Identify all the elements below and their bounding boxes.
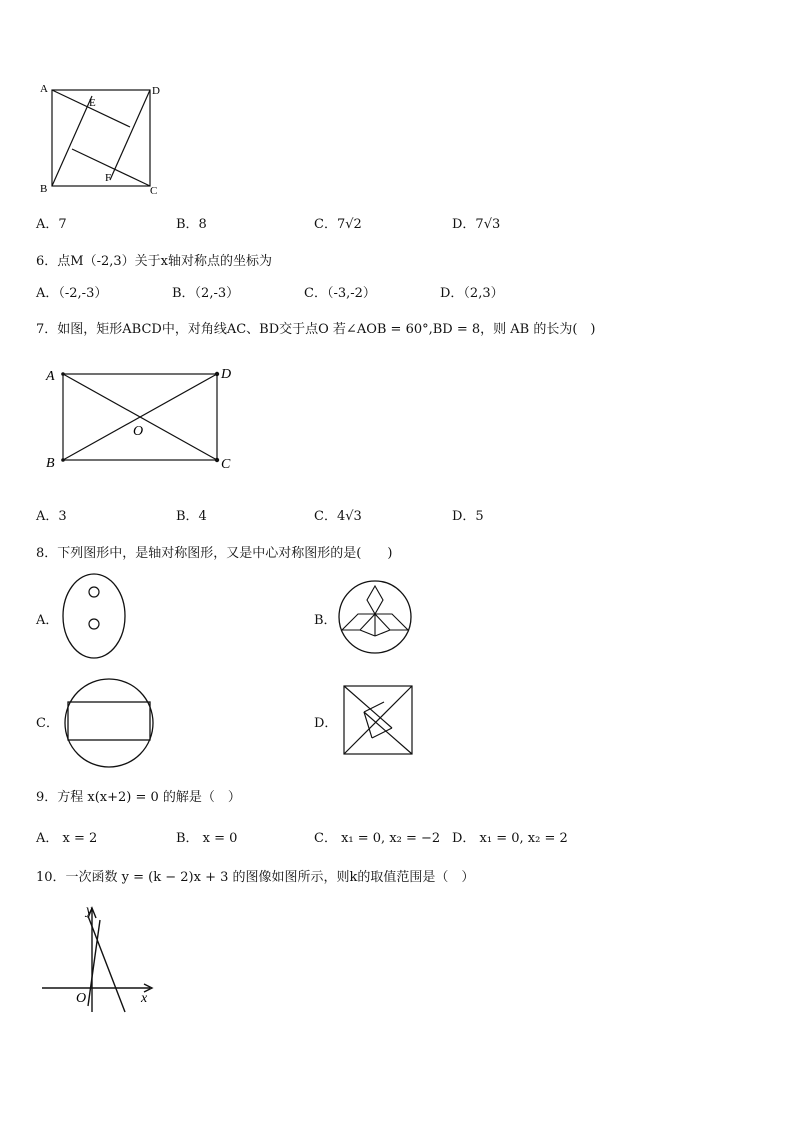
q9-option-d: D． x₁ = 0, x₂ = 2 <box>452 831 568 846</box>
q5-label-d: D <box>152 85 160 97</box>
q8-option-d: D． <box>314 716 338 731</box>
q7-label-o: O <box>133 424 144 439</box>
q7-option-a: A．3 <box>36 509 67 524</box>
q5-option-b: B．8 <box>176 217 207 232</box>
q6-option-b: B．（2,-3） <box>172 286 240 301</box>
q7-label-b: B <box>46 456 55 471</box>
q5-label-e: E <box>89 97 96 109</box>
q8-figure-a <box>60 572 130 662</box>
q7-label-d: D <box>221 367 232 382</box>
q9-option-c: C． x₁ = 0, x₂ = −2 <box>314 831 441 846</box>
q8-figure-b <box>336 578 414 656</box>
q7-label-a: A <box>46 369 55 384</box>
q6-option-a: A．（-2,-3） <box>36 286 108 301</box>
q10-axis-y-label: y <box>86 903 93 918</box>
q10-stem: 10．一次函数 y = (k − 2)x + 3 的图像如图所示，则k的取值范围是（ ） <box>36 870 475 885</box>
q6-option-d: D．（2,3） <box>440 286 504 301</box>
q7-figure <box>40 362 240 474</box>
q7-stem: 7．如图，矩形ABCD中，对角线AC、BD交于点O 若∠AOB = 60°,BD = 8，则 AB 的长为( ) <box>36 322 596 337</box>
q5-figure <box>36 80 166 200</box>
q5-label-a: A <box>40 83 48 95</box>
q8-option-c: C． <box>36 716 59 731</box>
q6-option-c: C．（-3,-2） <box>304 286 376 301</box>
q9-option-b: B． x = 0 <box>176 831 238 846</box>
q8-option-b: B． <box>314 613 337 628</box>
q10-graph <box>40 900 165 1015</box>
q8-stem: 8．下列图形中，是轴对称图形，又是中心对称图形的是( ) <box>36 546 393 561</box>
q5-option-c: C．7√2 <box>314 217 362 232</box>
q9-stem: 9．方程 x(x+2) = 0 的解是（ ） <box>36 790 241 805</box>
q9-option-a: A． x = 2 <box>36 831 98 846</box>
q5-label-b: B <box>40 183 48 195</box>
q7-option-c: C．4√3 <box>314 509 362 524</box>
q6-stem: 6．点M（-2,3）关于x轴对称点的坐标为 <box>36 254 272 269</box>
q8-figure-c <box>62 676 156 770</box>
q5-label-f: F <box>105 172 112 184</box>
q8-figure-d <box>340 684 416 760</box>
q5-option-d: D．7√3 <box>452 217 501 232</box>
q5-label-c: C <box>150 185 158 197</box>
q7-label-c: C <box>221 457 231 472</box>
q10-axis-x-label: x <box>141 991 148 1006</box>
q7-option-d: D．5 <box>452 509 484 524</box>
q8-option-a: A． <box>36 613 59 628</box>
q7-option-b: B．4 <box>176 509 207 524</box>
q10-origin-label: O <box>76 991 87 1006</box>
q5-option-a: A．7 <box>36 217 67 232</box>
